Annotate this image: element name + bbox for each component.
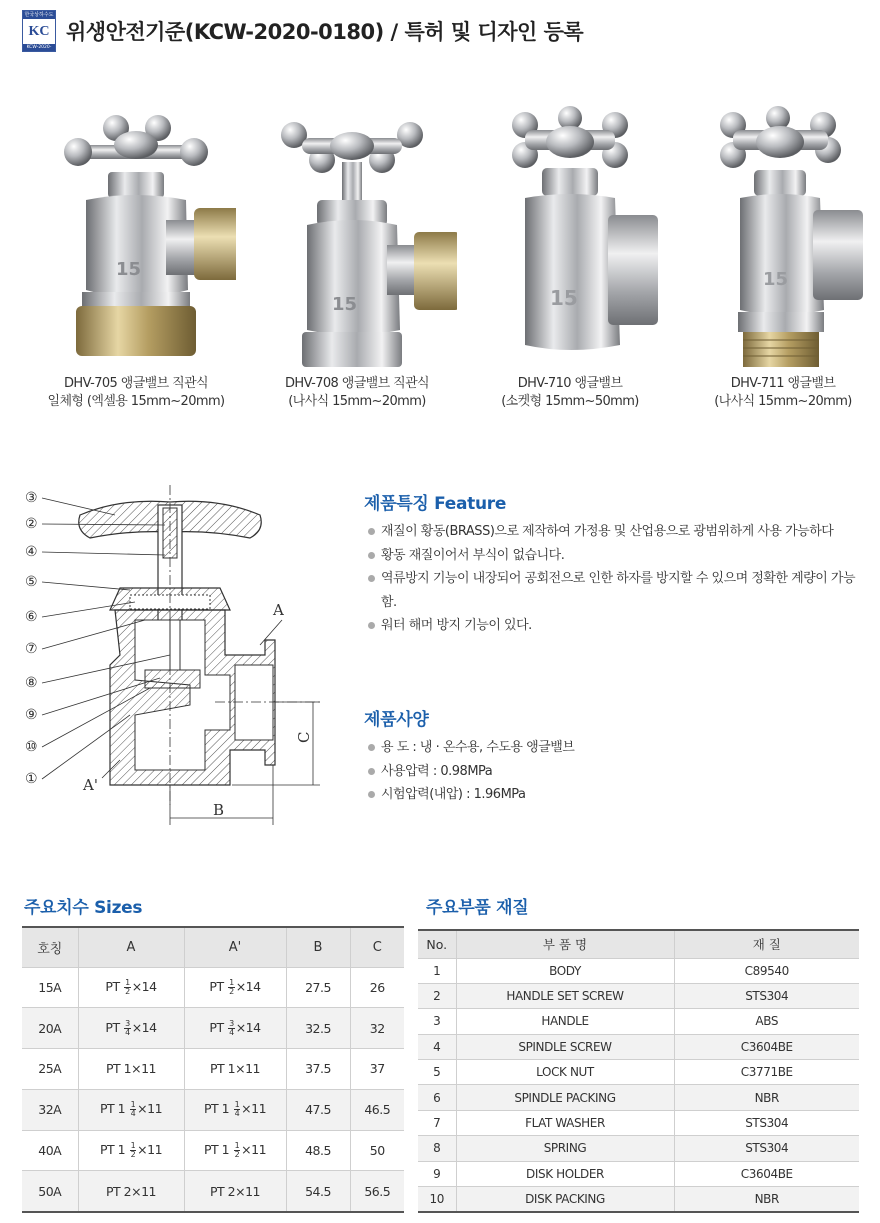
thread-suffix: ×11 bbox=[241, 1101, 267, 1117]
table-cell: 8 bbox=[418, 1136, 456, 1161]
fraction bbox=[228, 1020, 235, 1037]
table-cell: SPINDLE SCREW bbox=[456, 1034, 674, 1059]
valve-photo-icon bbox=[683, 100, 880, 375]
fraction bbox=[234, 1101, 241, 1118]
product-dhv-708 bbox=[257, 100, 457, 411]
fraction-denominator: 4 bbox=[125, 1027, 130, 1037]
table-cell: STS304 bbox=[674, 983, 859, 1008]
thread-prefix: PT bbox=[99, 1101, 115, 1117]
thread-whole: 1 bbox=[221, 1101, 230, 1117]
table-row bbox=[22, 1130, 404, 1171]
product-caption-line2: 일체형 (엑셀용 15mm~20mm) bbox=[47, 394, 225, 409]
table-cell: 37.5 bbox=[286, 1049, 350, 1090]
list-item: 역류방지 기능이 내장되어 공회전으로 인한 하자를 방지할 수 있으며 정확한 계량이 가능함. bbox=[367, 567, 867, 614]
spec-list bbox=[367, 736, 847, 807]
fraction-denominator: 2 bbox=[125, 986, 130, 996]
svg-text:③: ③ bbox=[25, 490, 38, 506]
table-row bbox=[418, 1060, 859, 1085]
fraction-denominator: 4 bbox=[234, 1109, 240, 1119]
fraction-denominator: 2 bbox=[130, 1150, 136, 1160]
list-item: 사용압력 : 0.98MPa bbox=[367, 760, 847, 784]
logo-cert-number: KCW-2020- bbox=[23, 44, 55, 51]
table-cell: 47.5 bbox=[286, 1089, 350, 1130]
table-cell: 1 bbox=[418, 958, 456, 983]
table-cell: FLAT WASHER bbox=[456, 1110, 674, 1135]
table-header-row bbox=[22, 927, 404, 967]
table-cell: 50 bbox=[350, 1130, 404, 1171]
fraction bbox=[130, 1142, 137, 1159]
svg-text:15: 15 bbox=[116, 259, 142, 280]
table-cell: ABS bbox=[674, 1009, 859, 1034]
table-cell: SPINDLE PACKING bbox=[456, 1085, 674, 1110]
table-row bbox=[22, 967, 404, 1008]
table-cell: 25A bbox=[22, 1049, 78, 1090]
list-item: 시험압력(내압) : 1.96MPa bbox=[367, 783, 847, 807]
valve-photo-icon bbox=[470, 100, 670, 375]
table-cell: 46.5 bbox=[350, 1089, 404, 1130]
svg-text:C: C bbox=[295, 731, 313, 743]
feature-list bbox=[367, 520, 867, 638]
svg-text:⑤: ⑤ bbox=[25, 574, 38, 590]
svg-text:15: 15 bbox=[763, 269, 789, 290]
fraction-numerator: 1 bbox=[229, 977, 234, 987]
thread-prefix: PT bbox=[203, 1101, 219, 1117]
table-cell bbox=[78, 1049, 184, 1090]
fraction-numerator: 1 bbox=[234, 1141, 240, 1151]
column-header: 호칭 bbox=[22, 927, 78, 967]
sizes-table bbox=[22, 926, 404, 1213]
table-row bbox=[418, 1136, 859, 1161]
fraction-numerator: 1 bbox=[130, 1141, 136, 1151]
svg-text:A: A bbox=[273, 601, 284, 619]
fraction-denominator: 2 bbox=[234, 1150, 240, 1160]
table-cell: 54.5 bbox=[286, 1171, 350, 1212]
fraction-denominator: 2 bbox=[229, 986, 234, 996]
product-caption-line1: DHV-710 앵글밸브 bbox=[517, 376, 623, 391]
thread-prefix: PT bbox=[99, 1142, 115, 1158]
table-cell bbox=[78, 1171, 184, 1212]
table-cell: SPRING bbox=[456, 1136, 674, 1161]
product-dhv-705 bbox=[36, 100, 236, 411]
table-cell: 27.5 bbox=[286, 967, 350, 1008]
column-header: A' bbox=[184, 927, 286, 967]
thread-prefix: PT 1×11 bbox=[210, 1061, 260, 1077]
svg-text:15: 15 bbox=[332, 294, 358, 315]
thread-prefix: PT 2×11 bbox=[106, 1183, 156, 1199]
thread-prefix: PT bbox=[105, 1019, 120, 1035]
thread-whole: 1 bbox=[221, 1142, 230, 1158]
product-caption-line1: DHV-708 앵글밸브 직관식 bbox=[285, 376, 429, 391]
column-header: 재 질 bbox=[674, 930, 859, 958]
table-cell: BODY bbox=[456, 958, 674, 983]
thread-suffix: ×14 bbox=[131, 978, 157, 994]
table-cell bbox=[184, 1089, 286, 1130]
product-caption-line1: DHV-705 앵글밸브 직관식 bbox=[64, 376, 208, 391]
fraction bbox=[228, 979, 235, 996]
kc-mark-icon: KC bbox=[28, 23, 50, 39]
feature-heading: 제품특징 Feature bbox=[364, 494, 507, 514]
spec-heading: 제품사양 bbox=[364, 710, 429, 730]
product-dhv-711 bbox=[683, 100, 880, 411]
list-item: 황동 재질이어서 부식이 없습니다. bbox=[367, 544, 867, 568]
table-cell bbox=[184, 967, 286, 1008]
table-row bbox=[418, 1110, 859, 1135]
sizes-heading: 주요치수 Sizes bbox=[24, 898, 143, 918]
svg-text:②: ② bbox=[25, 516, 38, 532]
svg-text:⑨: ⑨ bbox=[25, 707, 38, 723]
table-cell bbox=[78, 1089, 184, 1130]
valve-cross-section-diagram bbox=[20, 480, 340, 825]
svg-text:15: 15 bbox=[550, 286, 578, 310]
svg-text:A': A' bbox=[83, 776, 98, 794]
svg-text:⑧: ⑧ bbox=[25, 675, 38, 691]
fraction bbox=[124, 1020, 131, 1037]
column-header: No. bbox=[418, 930, 456, 958]
table-row bbox=[418, 1187, 859, 1212]
product-caption-line1: DHV-711 앵글밸브 bbox=[730, 376, 836, 391]
valve-photo-icon bbox=[257, 100, 457, 375]
table-cell: 2 bbox=[418, 983, 456, 1008]
table-cell: 40A bbox=[22, 1130, 78, 1171]
table-cell: STS304 bbox=[674, 1136, 859, 1161]
table-cell: 26 bbox=[350, 967, 404, 1008]
table-cell: 6 bbox=[418, 1085, 456, 1110]
thread-prefix: PT bbox=[105, 978, 120, 994]
svg-text:⑩: ⑩ bbox=[25, 739, 38, 755]
table-cell: C3771BE bbox=[674, 1060, 859, 1085]
table-cell: 7 bbox=[418, 1110, 456, 1135]
product-caption-line2: (소켓형 15mm~50mm) bbox=[501, 394, 639, 409]
table-row bbox=[22, 1171, 404, 1212]
table-cell: C89540 bbox=[674, 958, 859, 983]
table-cell: DISK HOLDER bbox=[456, 1161, 674, 1186]
table-cell: 3 bbox=[418, 1009, 456, 1034]
thread-prefix: PT 2×11 bbox=[210, 1183, 260, 1199]
thread-prefix: PT bbox=[209, 1019, 224, 1035]
table-header-row bbox=[418, 930, 859, 958]
valve-photo-icon bbox=[36, 100, 236, 375]
svg-text:④: ④ bbox=[25, 544, 38, 560]
column-header: 부 품 명 bbox=[456, 930, 674, 958]
logo-org-name: 한국상하수도 bbox=[24, 12, 54, 18]
table-cell: STS304 bbox=[674, 1110, 859, 1135]
table-cell: 9 bbox=[418, 1161, 456, 1186]
table-cell: 15A bbox=[22, 967, 78, 1008]
thread-suffix: ×11 bbox=[241, 1142, 267, 1158]
product-dhv-710 bbox=[470, 100, 670, 411]
svg-text:B: B bbox=[213, 801, 225, 819]
table-cell: C3604BE bbox=[674, 1161, 859, 1186]
table-cell: C3604BE bbox=[674, 1034, 859, 1059]
thread-whole: 1 bbox=[117, 1101, 126, 1117]
svg-text:①: ① bbox=[25, 771, 38, 787]
table-cell: LOCK NUT bbox=[456, 1060, 674, 1085]
thread-suffix: ×14 bbox=[235, 978, 261, 994]
table-row bbox=[418, 1009, 859, 1034]
fraction bbox=[130, 1101, 137, 1118]
table-row bbox=[418, 958, 859, 983]
table-cell: NBR bbox=[674, 1085, 859, 1110]
fraction-denominator: 4 bbox=[229, 1027, 234, 1037]
table-cell bbox=[78, 1130, 184, 1171]
list-item: 용 도 : 냉 · 온수용, 수도용 앵글밸브 bbox=[367, 736, 847, 760]
table-row bbox=[22, 1008, 404, 1049]
table-cell: 32 bbox=[350, 1008, 404, 1049]
table-cell: 20A bbox=[22, 1008, 78, 1049]
table-cell: 48.5 bbox=[286, 1130, 350, 1171]
table-cell bbox=[184, 1130, 286, 1171]
fraction-numerator: 1 bbox=[234, 1100, 240, 1110]
fraction-denominator: 4 bbox=[130, 1109, 136, 1119]
parts-heading: 주요부품 재질 bbox=[426, 898, 529, 918]
column-header: C bbox=[350, 927, 404, 967]
table-cell: NBR bbox=[674, 1187, 859, 1212]
list-item: 워터 해머 방지 기능이 있다. bbox=[367, 614, 867, 638]
thread-suffix: ×14 bbox=[131, 1019, 157, 1035]
table-cell: 50A bbox=[22, 1171, 78, 1212]
table-cell: 32.5 bbox=[286, 1008, 350, 1049]
table-cell: 5 bbox=[418, 1060, 456, 1085]
table-cell bbox=[78, 1008, 184, 1049]
fraction bbox=[124, 979, 131, 996]
column-header: A bbox=[78, 927, 184, 967]
table-cell bbox=[184, 1008, 286, 1049]
column-header: B bbox=[286, 927, 350, 967]
table-cell: HANDLE bbox=[456, 1009, 674, 1034]
table-row bbox=[22, 1089, 404, 1130]
table-row bbox=[418, 1085, 859, 1110]
table-cell: 10 bbox=[418, 1187, 456, 1212]
parts-table bbox=[418, 929, 859, 1213]
list-item: 재질이 황동(BRASS)으로 제작하여 가정용 및 산업용으로 광범위하게 사용 가능하다 bbox=[367, 520, 867, 544]
fraction-numerator: 1 bbox=[130, 1100, 136, 1110]
fraction bbox=[234, 1142, 241, 1159]
table-row bbox=[418, 983, 859, 1008]
table-cell: DISK PACKING bbox=[456, 1187, 674, 1212]
table-row bbox=[418, 1034, 859, 1059]
table-cell: 37 bbox=[350, 1049, 404, 1090]
thread-suffix: ×14 bbox=[235, 1019, 261, 1035]
svg-text:⑦: ⑦ bbox=[25, 641, 38, 657]
table-cell: 56.5 bbox=[350, 1171, 404, 1212]
thread-prefix: PT bbox=[203, 1142, 219, 1158]
fraction-numerator: 3 bbox=[229, 1018, 234, 1028]
table-cell: HANDLE SET SCREW bbox=[456, 983, 674, 1008]
table-cell: 4 bbox=[418, 1034, 456, 1059]
table-cell bbox=[78, 967, 184, 1008]
fraction-numerator: 1 bbox=[125, 977, 130, 987]
kc-certification-logo bbox=[22, 10, 56, 52]
svg-text:⑥: ⑥ bbox=[25, 609, 38, 625]
thread-suffix: ×11 bbox=[137, 1142, 163, 1158]
product-caption-line2: (나사식 15mm~20mm) bbox=[714, 394, 852, 409]
table-cell bbox=[184, 1171, 286, 1212]
table-row bbox=[418, 1161, 859, 1186]
table-cell bbox=[184, 1049, 286, 1090]
fraction-numerator: 3 bbox=[125, 1018, 130, 1028]
table-cell: 32A bbox=[22, 1089, 78, 1130]
thread-prefix: PT 1×11 bbox=[106, 1061, 156, 1077]
thread-whole: 1 bbox=[117, 1142, 126, 1158]
thread-prefix: PT bbox=[209, 978, 224, 994]
product-caption-line2: (나사식 15mm~20mm) bbox=[288, 394, 426, 409]
thread-suffix: ×11 bbox=[137, 1101, 163, 1117]
table-row bbox=[22, 1049, 404, 1090]
page-title: 위생안전기준(KCW-2020-0180) / 특허 및 디자인 등록 bbox=[66, 20, 584, 44]
